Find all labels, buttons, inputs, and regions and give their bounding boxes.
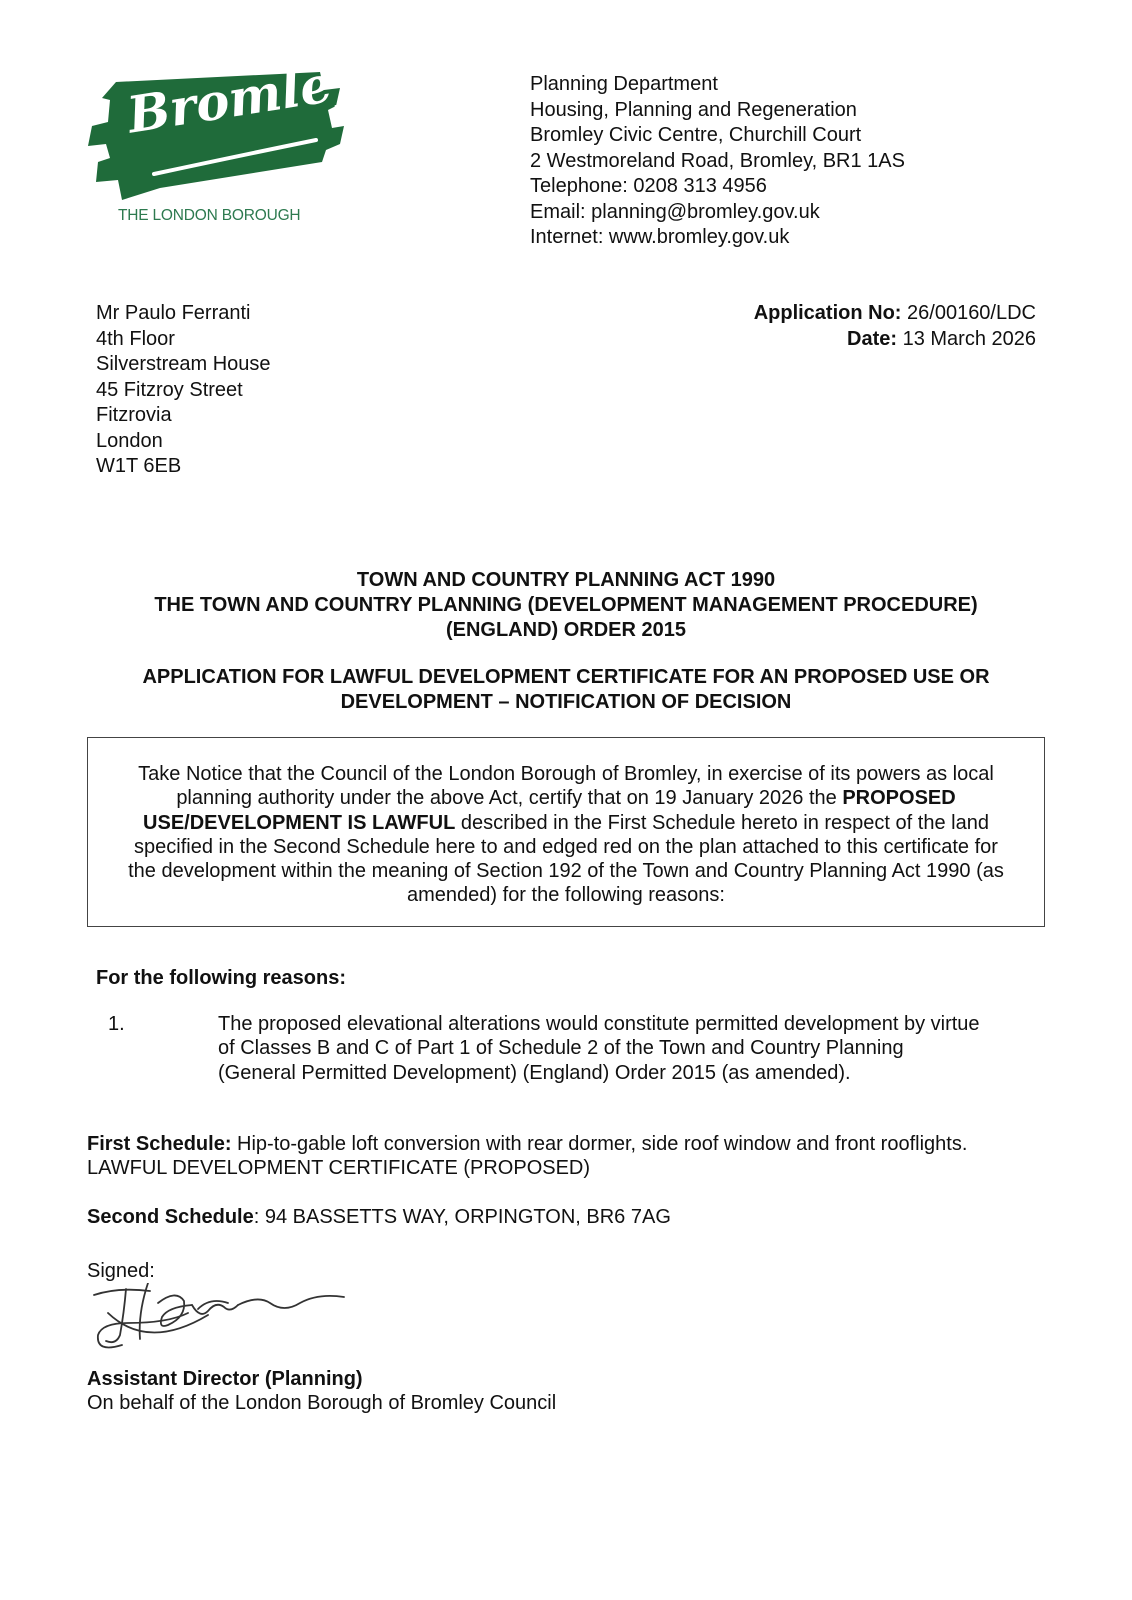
- logo-wordmark: Bromley: [123, 49, 365, 145]
- reason-line: The proposed elevational alterations would constitute permitted development by virtue: [218, 1013, 980, 1035]
- date-value: 13 March 2026: [902, 327, 1036, 350]
- first-schedule: [87, 1132, 967, 1181]
- application-title: DEVELOPMENT – NOTIFICATION OF DECISION: [340, 691, 792, 713]
- recipient-line: Fitzrovia: [96, 404, 172, 426]
- logo-subtitle: THE LONDON BOROUGH: [118, 207, 301, 224]
- recipient-line: London: [96, 429, 163, 452]
- document-titles: [0, 568, 1132, 715]
- notice-box: [87, 737, 1045, 927]
- bromley-logo: [88, 49, 365, 230]
- application-number-value: 26/00160/LDC: [907, 302, 1036, 324]
- reasons-heading: For the following reasons:: [96, 967, 347, 989]
- dept-line: Bromley Civic Centre, Churchill Court: [530, 124, 862, 146]
- notice-emphasis: PROPOSED: [842, 787, 956, 810]
- second-schedule-label: Second Schedule: [87, 1206, 254, 1228]
- recipient-line: 4th Floor: [96, 327, 175, 350]
- application-references: [754, 301, 1036, 352]
- dept-telephone: Telephone: 0208 313 4956: [530, 175, 767, 197]
- recipient-line: Silverstream House: [96, 353, 271, 375]
- signatory-block: [87, 1367, 556, 1416]
- dept-email: Email: planning@bromley.gov.uk: [530, 200, 820, 223]
- reason-line: of Classes B and C of Part 1 of Schedule 2 of the Town and Country Planning: [218, 1037, 904, 1060]
- act-title: TOWN AND COUNTRY PLANNING ACT 1990: [356, 569, 776, 591]
- notice-line: [88, 786, 1044, 810]
- reason-number: 1.: [108, 1013, 125, 1035]
- dept-line: 2 Westmoreland Road, Bromley, BR1 1AS: [530, 149, 905, 172]
- dept-line: Housing, Planning and Regeneration: [530, 98, 857, 121]
- first-schedule-label: First Schedule:: [87, 1133, 232, 1155]
- order-title: (ENGLAND) ORDER 2015: [445, 619, 687, 641]
- second-schedule: [87, 1205, 671, 1231]
- first-schedule-text: Hip-to-gable loft conversion with rear dormer, side roof window and front rooflights.: [231, 1133, 968, 1155]
- signatory-title: Assistant Director (Planning): [87, 1368, 363, 1390]
- notice-text: planning authority under the above Act, certify that on 19 January 2026 the: [176, 787, 843, 810]
- dept-internet: Internet: www.bromley.gov.uk: [530, 226, 790, 248]
- notice-emphasis: USE/DEVELOPMENT IS LAWFUL: [143, 811, 456, 834]
- dept-line: Planning Department: [530, 73, 718, 95]
- application-number-label: Application No:: [753, 302, 902, 324]
- notice-line: amended) for the following reasons:: [407, 884, 725, 907]
- second-schedule-text: : 94 BASSETTS WAY, ORPINGTON, BR6 7AG: [253, 1206, 671, 1228]
- recipient-name: Mr Paulo Ferranti: [96, 302, 251, 324]
- notice-line: the development within the meaning of Section 192 of the Town and Country Planning Act 1990 (as: [128, 860, 1004, 883]
- first-schedule-line2: LAWFUL DEVELOPMENT CERTIFICATE (PROPOSED): [87, 1157, 591, 1180]
- application-title: APPLICATION FOR LAWFUL DEVELOPMENT CERTIFICATE FOR AN PROPOSED USE OR: [142, 666, 990, 688]
- department-address: [530, 72, 905, 251]
- date-label: Date:: [847, 327, 898, 350]
- order-title: THE TOWN AND COUNTRY PLANNING (DEVELOPMENT MANAGEMENT PROCEDURE): [154, 594, 978, 616]
- signed-label: Signed:: [87, 1260, 155, 1282]
- signatory-behalf: On behalf of the London Borough of Bromley Council: [87, 1392, 557, 1415]
- recipient-line: 45 Fitzroy Street: [96, 378, 243, 401]
- notice-text: described in the First Schedule hereto in respect of the land: [455, 811, 989, 834]
- reason-line: (General Permitted Development) (England) Order 2015 (as amended).: [218, 1061, 851, 1084]
- recipient-address: [96, 301, 271, 480]
- notice-line: [88, 811, 1044, 835]
- decision-date: [754, 327, 1036, 353]
- notice-line: specified in the Second Schedule here to and edged red on the plan attached to this certificate for: [134, 835, 998, 858]
- recipient-postcode: W1T 6EB: [96, 455, 182, 477]
- first-schedule-line: [87, 1132, 967, 1156]
- handwritten-signature: [88, 1283, 358, 1369]
- notice-line: Take Notice that the Council of the London Borough of Bromley, in exercise of its powers as local: [138, 763, 994, 785]
- reason-text: [218, 1012, 980, 1085]
- application-number: [754, 301, 1036, 327]
